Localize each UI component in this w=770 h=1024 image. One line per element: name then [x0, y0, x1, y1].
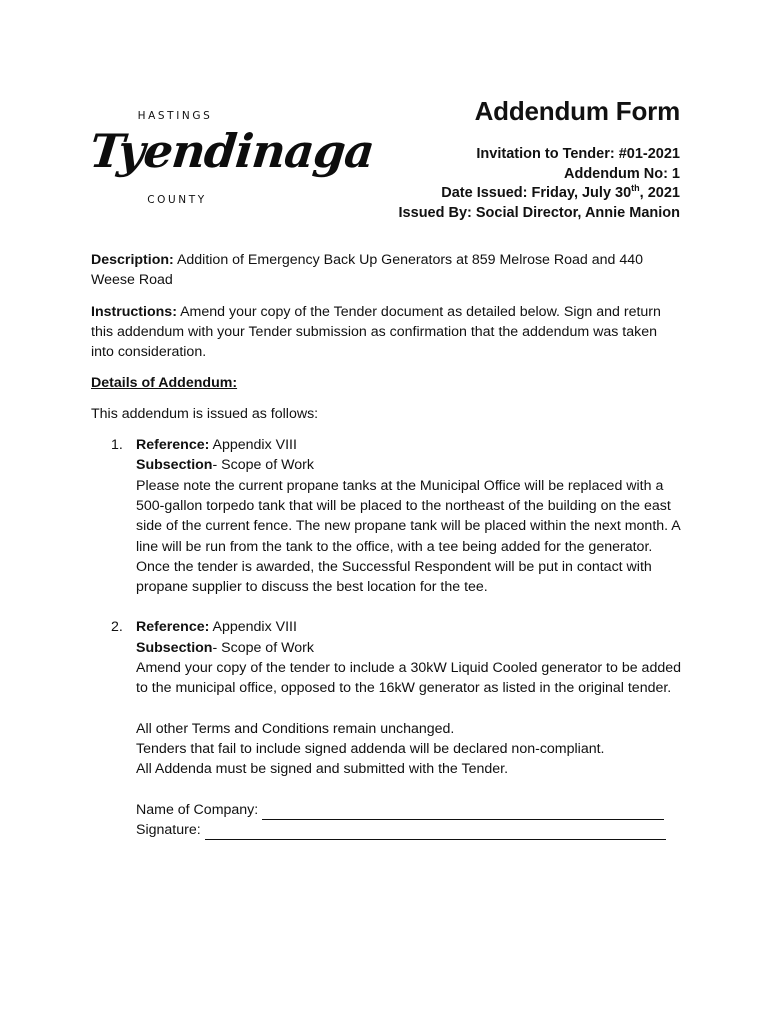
signature-row: [136, 820, 681, 840]
reference-label: Reference:: [136, 437, 210, 454]
document-body: [91, 250, 681, 840]
company-name-field[interactable]: [262, 804, 664, 820]
signature-field[interactable]: [205, 824, 666, 840]
subsection-label: Subsection: [136, 639, 213, 656]
closing-block: [91, 719, 681, 840]
company-name-label: Name of Company:: [136, 801, 259, 818]
issued-by: Issued By: Social Director, Annie Manion: [398, 204, 680, 221]
item-text: Please note the current propane tanks at the Municipal Office will be replaced with a 500-gallon torpedo tank that will be placed to the northeast of the building on the east side of the current fence. The new propane tank will be placed within the next month. A line will be run from the tank to the office, with a tee being added for the generator. Once the tender is awarded, the Successful Respondent will be put in contact with propane supplier to discuss the best location for the tee.: [136, 477, 680, 596]
item-number: 1.: [111, 437, 123, 454]
date-prefix: Date Issued: Friday, July 30: [441, 185, 632, 201]
company-name-row: [136, 800, 681, 820]
logo-script-text: Tyendinaga: [87, 124, 377, 178]
item-text: Amend your copy of the tender to include a 30kW Liquid Cooled generator to be added to the municipal office, opposed to the 16kW generator as listed in the original tender.: [136, 660, 681, 697]
subsection-value: - Scope of Work: [212, 457, 314, 474]
instructions-label: Instructions:: [91, 303, 177, 320]
header-block: [399, 96, 680, 223]
subsection-label: Subsection: [136, 457, 213, 474]
description-paragraph: [91, 250, 681, 291]
closing-line-noncompliant: Tenders that fail to include signed addenda will be declared non-compliant.: [136, 740, 605, 757]
details-heading: Details of Addendum:: [91, 375, 238, 392]
list-item: [91, 617, 681, 698]
closing-line-terms: All other Terms and Conditions remain unchanged.: [136, 720, 455, 737]
item-number: 2.: [111, 619, 123, 636]
logo-bottom-text: COUNTY: [147, 194, 207, 206]
instructions-text: Amend your copy of the Tender document as detailed below. Sign and return this addendum with your Tender submission as confirmation that the addendum was taken into consideration.: [91, 303, 661, 361]
item-reference: [136, 617, 681, 637]
closing-line-signed: All Addenda must be signed and submitted with the Tender.: [136, 761, 509, 778]
addendum-number: Addendum No: 1: [564, 165, 680, 182]
item-subsection: [136, 638, 681, 658]
description-label: Description:: [91, 252, 174, 268]
page-title: Addendum Form: [474, 96, 680, 126]
item-reference: [136, 435, 681, 455]
subsection-value: - Scope of Work: [212, 639, 314, 656]
reference-label: Reference:: [136, 619, 210, 636]
instructions-paragraph: [91, 302, 681, 363]
invitation-line: Invitation to Tender: #01-2021: [476, 146, 680, 162]
logo-top-text: HASTINGS: [137, 110, 213, 122]
item-subsection: [136, 455, 681, 475]
details-intro: This addendum is issued as follows:: [91, 405, 319, 422]
date-year: , 2021: [639, 185, 680, 201]
tyendinaga-logo: [87, 106, 377, 214]
signature-label: Signature:: [136, 821, 201, 838]
addendum-items-list: [91, 435, 681, 699]
date-ordinal: th: [631, 183, 640, 194]
reference-value: Appendix VIII: [209, 619, 297, 636]
description-text: Addition of Emergency Back Up Generators at 859 Melrose Road and 440 Weese Road: [91, 252, 644, 289]
date-issued: [399, 184, 680, 204]
reference-value: Appendix VIII: [209, 437, 297, 454]
list-item: [91, 435, 681, 597]
